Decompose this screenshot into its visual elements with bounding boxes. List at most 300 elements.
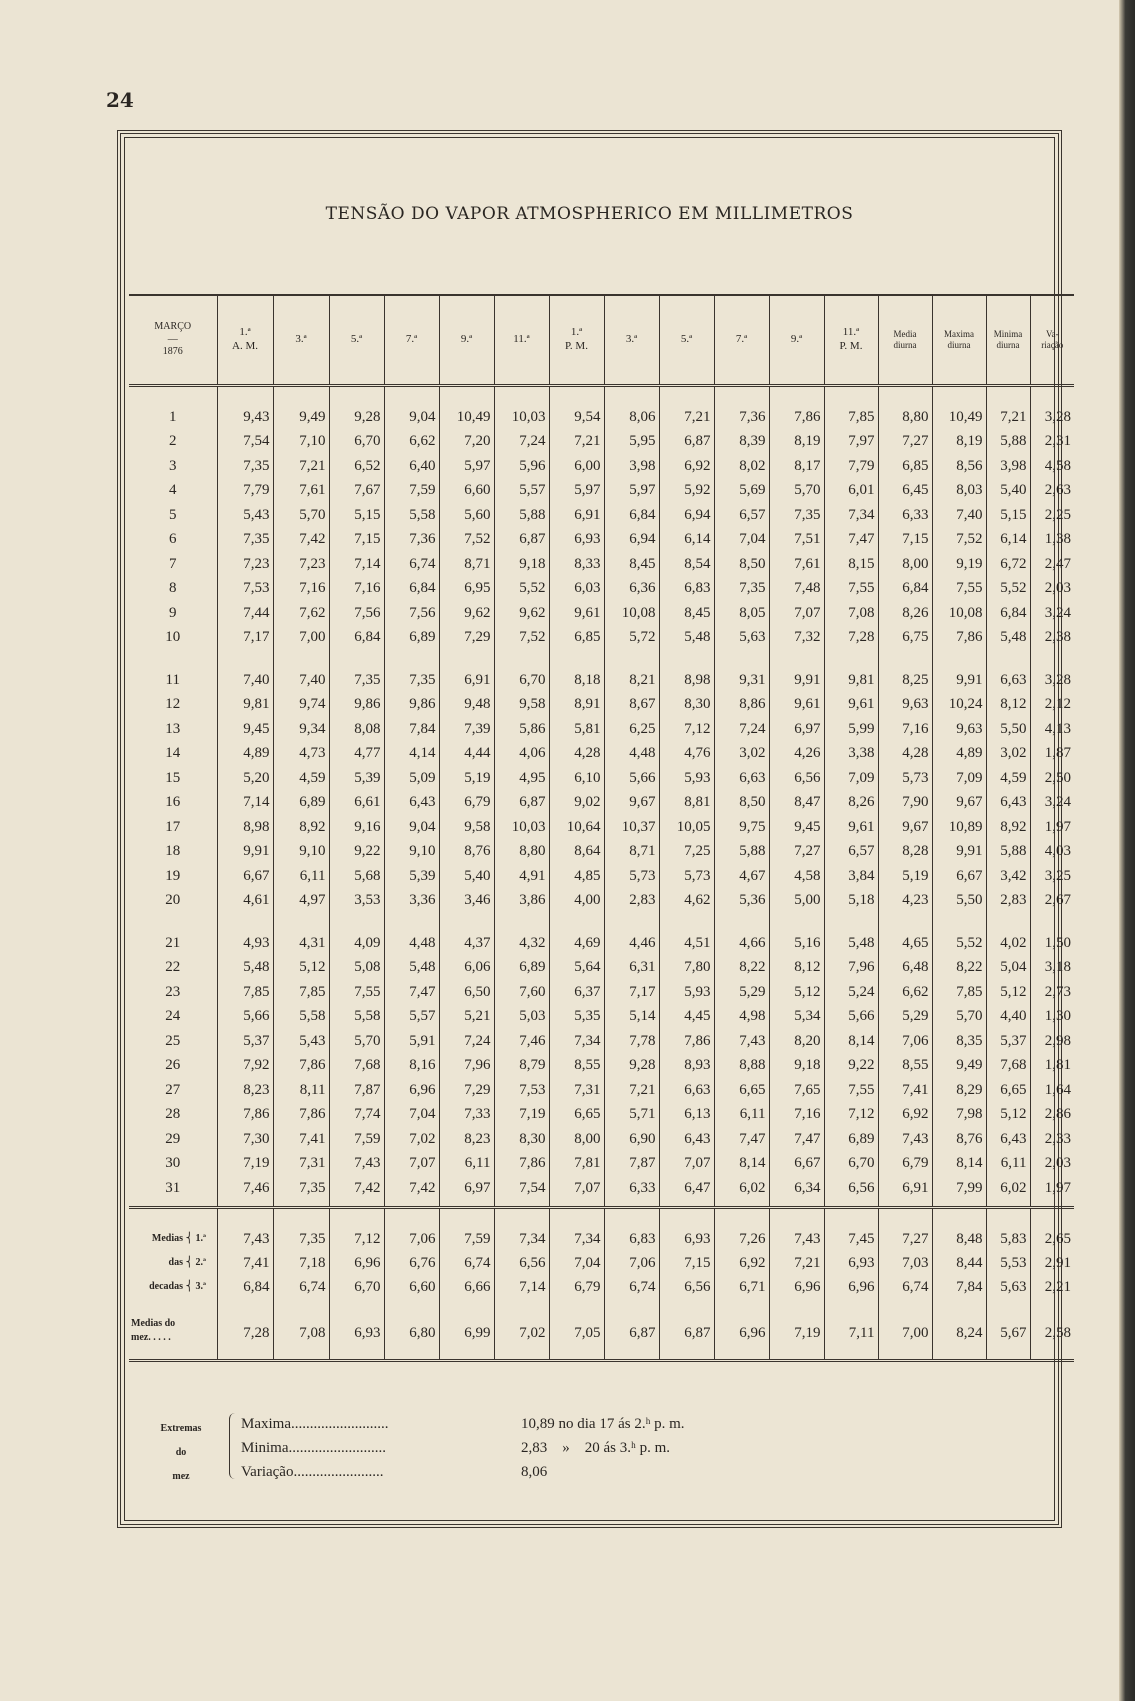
value-cell: 7,12 [824,1102,878,1127]
value-cell: 8,98 [217,815,273,840]
value-cell: 3,28 [1030,668,1074,693]
value-cell: 4,28 [878,741,932,766]
value-cell: 5,83 [986,1227,1030,1251]
extreme-max [241,1413,941,1437]
value-cell: 6,84 [329,625,384,650]
value-cell: 7,17 [217,625,273,650]
value-cell: 6,70 [329,1275,384,1299]
header-col [824,295,878,385]
value-cell: 5,71 [604,1102,659,1127]
day-cell: 17 [165,818,181,835]
value-cell: 6,31 [604,955,659,980]
value-cell: 5,60 [439,503,494,528]
value-cell: 7,59 [384,478,439,503]
value-cell: 4,62 [659,888,714,913]
value-cell: 2,03 [1030,576,1074,601]
value-cell: 5,34 [769,1004,824,1029]
value-cell: 7,24 [494,429,549,454]
value-cell: 8,76 [439,839,494,864]
value-cell: 5,57 [494,478,549,503]
value-cell: 7,54 [217,429,273,454]
value-cell: 7,14 [329,552,384,577]
value-cell: 5,43 [217,503,273,528]
value-cell: 7,11 [824,1317,878,1345]
header-col-line2: riação [1041,339,1064,350]
value-cell: 6,70 [494,668,549,693]
value-cell: 6,94 [659,503,714,528]
value-cell: 9,62 [494,601,549,626]
header-col-line1: 1.ª [570,326,583,338]
value-cell: 5,88 [714,839,769,864]
value-cell: 8,03 [932,478,986,503]
header-col [714,295,769,385]
value-cell: 8,28 [878,839,932,864]
value-cell: 7,48 [769,576,824,601]
extremes-label-line: do [175,1447,187,1458]
header-col [659,295,714,385]
brace-glyph: ⎨ [183,1257,196,1268]
table-row [129,1004,1074,1029]
value-cell: 7,08 [824,601,878,626]
value-cell: 2,38 [1030,625,1074,650]
value-cell: 3,84 [824,864,878,889]
value-cell: 5,12 [986,980,1030,1005]
value-cell: 9,75 [714,815,769,840]
value-cell: 7,42 [273,527,329,552]
value-cell: 6,84 [986,601,1030,626]
value-cell: 5,40 [439,864,494,889]
value-cell: 7,99 [932,1176,986,1201]
value-cell: 4,67 [714,864,769,889]
value-cell: 9,45 [769,815,824,840]
value-cell: 6,11 [986,1151,1030,1176]
header-col [878,295,932,385]
value-cell: 9,63 [932,717,986,742]
value-cell: 4,98 [714,1004,769,1029]
value-cell: 5,70 [273,503,329,528]
value-cell: 6,57 [714,503,769,528]
value-cell: 3,46 [439,888,494,913]
value-cell: 6,84 [384,576,439,601]
value-cell: 7,15 [659,1251,714,1275]
value-cell: 6,13 [659,1102,714,1127]
day-cell: 6 [169,531,177,548]
value-cell: 5,21 [439,1004,494,1029]
value-cell: 7,46 [494,1029,549,1054]
value-cell: 7,51 [769,527,824,552]
value-cell: 7,80 [659,955,714,980]
value-cell: 10,05 [659,815,714,840]
day-cell: 7 [169,555,177,572]
table-row [129,478,1074,503]
value-cell: 5,19 [439,766,494,791]
page-number: 24 [106,88,134,112]
value-cell: 7,62 [273,601,329,626]
value-cell: 7,42 [384,1176,439,1201]
value-cell: 3,28 [1030,405,1074,430]
value-cell: 8,26 [878,601,932,626]
value-cell: 7,04 [384,1102,439,1127]
value-cell: 5,92 [659,478,714,503]
spacer-row [129,650,1074,668]
value-cell: 7,67 [329,478,384,503]
value-cell: 6,33 [604,1176,659,1201]
value-cell: 8,14 [932,1151,986,1176]
day-cell: 11 [165,671,180,688]
header-col-line1: 7.ª [735,332,748,345]
value-cell: 6,56 [494,1251,549,1275]
value-cell: 8,93 [659,1053,714,1078]
decade-ordinal: 1.ª [195,1233,206,1244]
value-cell: 9,49 [932,1053,986,1078]
value-cell: 7,28 [824,625,878,650]
header-col-line2: diurna [893,339,917,350]
value-cell: 9,61 [824,692,878,717]
value-cell: 8,44 [932,1251,986,1275]
value-cell: 8,19 [769,429,824,454]
table-row [129,741,1074,766]
value-cell: 5,97 [549,478,604,503]
value-cell: 7,16 [273,576,329,601]
value-cell: 8,30 [494,1127,549,1152]
value-cell: 5,81 [549,717,604,742]
value-cell: 4,32 [494,931,549,956]
value-cell: 5,70 [769,478,824,503]
value-cell: 4,13 [1030,717,1074,742]
value-cell: 7,86 [932,625,986,650]
value-cell: 7,12 [659,717,714,742]
value-cell: 7,02 [494,1317,549,1345]
value-cell: 6,57 [824,839,878,864]
value-cell: 7,31 [273,1151,329,1176]
spacer-row [129,1345,1074,1361]
value-cell: 5,29 [714,980,769,1005]
value-cell: 8,22 [714,955,769,980]
value-cell: 8,05 [714,601,769,626]
value-cell: 5,99 [824,717,878,742]
value-cell: 7,27 [769,839,824,864]
value-cell: 2,21 [1030,1275,1074,1299]
extremes-label-line: Extremas [160,1423,202,1434]
day-cell: 29 [165,1130,181,1147]
value-cell: 7,16 [329,576,384,601]
value-cell: 8,14 [824,1029,878,1054]
month-mean-label-line: Medias do [131,1318,176,1329]
value-cell: 6,89 [494,955,549,980]
header-col-line1: 11.ª [513,332,530,345]
value-cell: 6,01 [824,478,878,503]
value-cell: 8,71 [604,839,659,864]
value-cell: 5,04 [986,955,1030,980]
value-cell: 8,86 [714,692,769,717]
value-cell: 8,02 [714,454,769,479]
value-cell: 9,91 [217,839,273,864]
value-cell: 9,18 [769,1053,824,1078]
value-cell: 7,27 [878,1227,932,1251]
month-mean-label [129,1317,217,1345]
table-row [129,790,1074,815]
value-cell: 6,60 [384,1275,439,1299]
table-row [129,1176,1074,1201]
value-cell: 7,25 [659,839,714,864]
value-cell: 6,74 [878,1275,932,1299]
value-cell: 2,86 [1030,1102,1074,1127]
value-cell: 9,34 [273,717,329,742]
value-cell: 7,12 [329,1227,384,1251]
value-cell: 7,40 [932,503,986,528]
value-cell: 2,83 [604,888,659,913]
value-cell: 7,46 [217,1176,273,1201]
value-cell: 7,43 [329,1151,384,1176]
value-cell: 5,29 [878,1004,932,1029]
value-cell: 6,96 [384,1078,439,1103]
value-cell: 7,55 [329,980,384,1005]
value-cell: 4,02 [986,931,1030,956]
table-row [129,552,1074,577]
value-cell: 5,93 [659,766,714,791]
value-cell: 8,30 [659,692,714,717]
day-cell: 12 [165,696,181,713]
day-cell: 8 [169,580,177,597]
header-col-line1: 3.ª [295,332,307,345]
value-cell: 10,37 [604,815,659,840]
header-col [549,295,604,385]
value-cell: 6,87 [494,527,549,552]
value-cell: 3,42 [986,864,1030,889]
decade-label-word: das [168,1257,183,1268]
value-cell: 6,84 [217,1275,273,1299]
day-cell: 22 [165,959,181,976]
value-cell: 5,48 [824,931,878,956]
value-cell: 7,86 [273,1102,329,1127]
value-cell: 7,41 [878,1078,932,1103]
value-cell: 7,52 [494,625,549,650]
value-cell: 7,96 [824,955,878,980]
table-row [129,527,1074,552]
value-cell: 8,64 [549,839,604,864]
value-cell: 9,67 [604,790,659,815]
table-title: TENSÃO DO VAPOR ATMOSPHERICO EM MILLIMETROS [325,204,854,224]
value-cell: 9,02 [549,790,604,815]
table-body [129,385,1074,1361]
header-col [932,295,986,385]
value-cell: 7,98 [932,1102,986,1127]
value-cell: 6,50 [439,980,494,1005]
value-cell: 1,30 [1030,1004,1074,1029]
value-cell: 4,51 [659,931,714,956]
header-col-line1: 5.ª [680,332,693,345]
table-row [129,1102,1074,1127]
value-cell: 7,16 [878,717,932,742]
value-cell: 4,89 [217,741,273,766]
value-cell: 6,63 [714,766,769,791]
value-cell: 8,50 [714,552,769,577]
value-cell: 5,36 [714,888,769,913]
value-cell: 8,19 [932,429,986,454]
value-cell: 8,22 [932,955,986,980]
value-cell: 5,97 [604,478,659,503]
value-cell: 6,94 [604,527,659,552]
extreme-variation [241,1461,941,1485]
value-cell: 6,93 [329,1317,384,1345]
value-cell: 7,31 [549,1078,604,1103]
day-cell: 3 [169,457,177,474]
decade-ordinal: 3.ª [195,1281,206,1292]
value-cell: 7,21 [986,405,1030,430]
book-spine [1119,0,1135,1701]
value-cell: 5,40 [986,478,1030,503]
value-cell: 6,96 [329,1251,384,1275]
value-cell: 5,14 [604,1004,659,1029]
value-cell: 8,12 [769,955,824,980]
value-cell: 7,20 [439,429,494,454]
value-cell: 5,20 [217,766,273,791]
header-col [329,295,384,385]
value-cell: 5,53 [986,1251,1030,1275]
value-cell: 7,78 [604,1029,659,1054]
value-cell: 9,04 [384,405,439,430]
value-cell: 5,66 [824,1004,878,1029]
day-cell: 15 [165,769,181,786]
value-cell: 4,95 [494,766,549,791]
value-cell: 6,79 [878,1151,932,1176]
value-cell: 6,65 [549,1102,604,1127]
header-col [384,295,439,385]
header-col-line1: Va- [1046,328,1059,339]
value-cell: 10,49 [932,405,986,430]
value-cell: 5,66 [217,1004,273,1029]
header-col-line1: 3.ª [625,332,638,345]
value-cell: 6,92 [878,1102,932,1127]
day-cell: 16 [165,794,181,811]
table-row [129,888,1074,913]
value-cell: 10,89 [932,815,986,840]
value-cell: 7,59 [439,1227,494,1251]
value-cell: 9,18 [494,552,549,577]
value-cell: 6,37 [549,980,604,1005]
value-cell: 3,36 [384,888,439,913]
value-cell: 7,44 [217,601,273,626]
value-cell: 9,86 [329,692,384,717]
month-mean-label-line: mez. . . . . [131,1332,171,1343]
value-cell: 6,87 [604,1317,659,1345]
value-cell: 2,67 [1030,888,1074,913]
value-cell: 5,00 [769,888,824,913]
value-cell: 7,29 [439,625,494,650]
value-cell: 7,86 [217,1102,273,1127]
value-cell: 5,52 [932,931,986,956]
value-cell: 6,96 [714,1317,769,1345]
value-cell: 6,48 [878,955,932,980]
value-cell: 8,80 [878,405,932,430]
value-cell: 9,63 [878,692,932,717]
value-cell: 7,79 [217,478,273,503]
table-row [129,1029,1074,1054]
value-cell: 8,39 [714,429,769,454]
value-cell: 4,76 [659,741,714,766]
value-cell: 5,57 [384,1004,439,1029]
header-col-line1: 5.ª [350,332,363,345]
header-col-line1: Media [893,328,917,339]
value-cell: 7,40 [217,668,273,693]
value-cell: 7,35 [217,527,273,552]
value-cell: 9,49 [273,405,329,430]
value-cell: 1,64 [1030,1078,1074,1103]
value-cell: 7,61 [769,552,824,577]
value-cell: 6,79 [549,1275,604,1299]
vapor-tension-table [129,294,1074,1362]
value-cell: 7,21 [604,1078,659,1103]
spacer-row [129,913,1074,931]
value-cell: 6,60 [439,478,494,503]
value-cell: 8,00 [878,552,932,577]
value-cell: 7,41 [273,1127,329,1152]
value-cell: 6,14 [986,527,1030,552]
value-cell: 7,15 [878,527,932,552]
value-cell: 8,50 [714,790,769,815]
value-cell: 6,70 [329,429,384,454]
header-col-line2: A. M. [232,339,258,352]
value-cell: 6,40 [384,454,439,479]
value-cell: 4,93 [217,931,273,956]
value-cell: 7,21 [549,429,604,454]
value-cell: 3,98 [986,454,1030,479]
value-cell: 7,68 [329,1053,384,1078]
table-row [129,1053,1074,1078]
value-cell: 7,35 [273,1176,329,1201]
value-cell: 4,06 [494,741,549,766]
value-cell: 7,09 [824,766,878,791]
value-cell: 7,41 [217,1251,273,1275]
value-cell: 9,61 [549,601,604,626]
value-cell: 6,43 [659,1127,714,1152]
value-cell: 9,91 [932,668,986,693]
day-cell: 28 [165,1106,181,1123]
value-cell: 7,86 [769,405,824,430]
table-row [129,717,1074,742]
table-row [129,815,1074,840]
value-cell: 4,26 [769,741,824,766]
value-cell: 7,06 [384,1227,439,1251]
value-cell: 3,38 [824,741,878,766]
value-cell: 3,86 [494,888,549,913]
table-row [129,955,1074,980]
value-cell: 5,12 [986,1102,1030,1127]
extremes-brace [229,1413,238,1479]
value-cell: 7,52 [439,527,494,552]
value-cell: 6,02 [714,1176,769,1201]
value-cell: 7,86 [494,1151,549,1176]
value-cell: 7,29 [439,1078,494,1103]
value-cell: 7,35 [273,1227,329,1251]
value-cell: 9,10 [273,839,329,864]
value-cell: 7,08 [273,1317,329,1345]
table-row [129,503,1074,528]
value-cell: 6,03 [549,576,604,601]
value-cell: 9,19 [932,552,986,577]
value-cell: 8,20 [769,1029,824,1054]
value-cell: 9,10 [384,839,439,864]
value-cell: 7,39 [439,717,494,742]
value-cell: 9,91 [932,839,986,864]
header-col [494,295,549,385]
value-cell: 9,54 [549,405,604,430]
decade-mean-row [129,1251,1074,1275]
value-cell: 8,23 [439,1127,494,1152]
value-cell: 7,84 [932,1275,986,1299]
header-col-line1: 7.ª [405,332,418,345]
value-cell: 5,63 [714,625,769,650]
